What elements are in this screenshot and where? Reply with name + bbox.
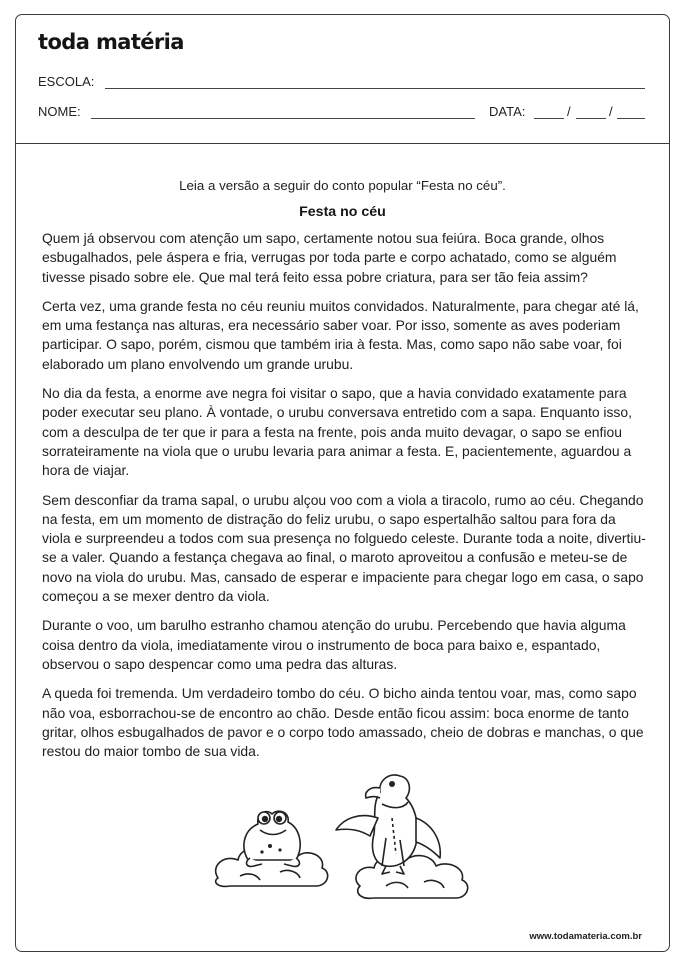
right-cloud-icon (356, 856, 468, 899)
date-year-field[interactable] (617, 118, 645, 119)
date-separator: / (567, 104, 571, 119)
website-url[interactable]: www.todamateria.com.br (529, 931, 642, 942)
date-day-field[interactable] (534, 118, 564, 119)
brand-logo: toda matéria (38, 30, 184, 54)
story-paragraph: A queda foi tremenda. Um verdadeiro tombo do céu. O bicho ainda tentou voar, mas, como sapo não voa, esborrachou-se de encontro ao chão. Desde então ficou assim: boca enorme de tanto gritar, olhos esbugalhados de pavor e o corpo todo amassado, cheio de dobras e manchas, o que restou do maior tombo de sua vida. (42, 685, 644, 760)
story-body (42, 229, 646, 771)
date-separator: / (609, 104, 613, 119)
frog-icon (244, 811, 300, 866)
header-divider (15, 143, 670, 144)
school-field[interactable] (105, 88, 645, 89)
story-paragraph: Sem desconfiar da trama sapal, o urubu alçou voo com a viola a tiracolo, rumo ao céu. Chegando na festa, em um momento de distração do feliz urubu, o sapo espertalhão saltou para fora da viola e surpreendeu a todos com sua presença no folguedo celeste. Durante toda a noite, divertiu-se a valer. Quando a festança chegava ao final, o maroto aproveitou a confusão e meteu-se de novo na viola do urubu. Mas, cansado de esperar e impaciente para chegar logo em casa, o sapo começou a se mexer dentro da viola. (42, 491, 646, 605)
school-label: ESCOLA: (38, 74, 95, 89)
frog-vulture-illustration (210, 768, 480, 908)
story-paragraph: Certa vez, uma grande festa no céu reuniu muitos convidados. Naturalmente, para chegar até lá, em uma festança nas alturas, era necessário saber voar. Por isso, somente as aves poderiam participar. O sapo, porém, cismou que também iria à festa. Mas, como sapo não sabe voar, foi elaborado um plano envolvendo um grande urubu. (42, 297, 639, 372)
intro-text: Leia a versão a seguir do conto popular “Festa no céu”. (179, 178, 506, 193)
story-paragraph: No dia da festa, a enorme ave negra foi visitar o sapo, que a havia convidado exatamente para poder executar seu plano. À vontade, o urubu conversava entretido com a sapa. Enquanto isso, com a desculpa de ter que ir para a festa na frente, pois anda muito devagar, o sapo se enfiou sorrateiramente na viola que o urubu levaria para animar a festa. E, pacientemente, aguardou a hora de viajar. (42, 385, 632, 479)
story-paragraph: Quem já observou com atenção um sapo, certamente notou sua feiúra. Boca grande, olhos esbugalhados, pele áspera e fria, verrugas por toda parte e corpo achatado, como se alguém tivesse pisado sobre ele. Que mal terá feito essa pobre criatura, para ser tão feia assim? (42, 230, 617, 285)
date-label: DATA: (489, 104, 526, 119)
date-month-field[interactable] (576, 118, 606, 119)
name-label: NOME: (38, 104, 81, 119)
story-title: Festa no céu (299, 204, 386, 220)
story-paragraph: Durante o voo, um barulho estranho chamou atenção do urubu. Percebendo que havia alguma coisa dentro da viola, imediatamente virou o instrumento de boca para baixo e, espantado, observou o sapo despencar como uma pedra das alturas. (42, 617, 626, 672)
name-field[interactable] (91, 118, 475, 119)
